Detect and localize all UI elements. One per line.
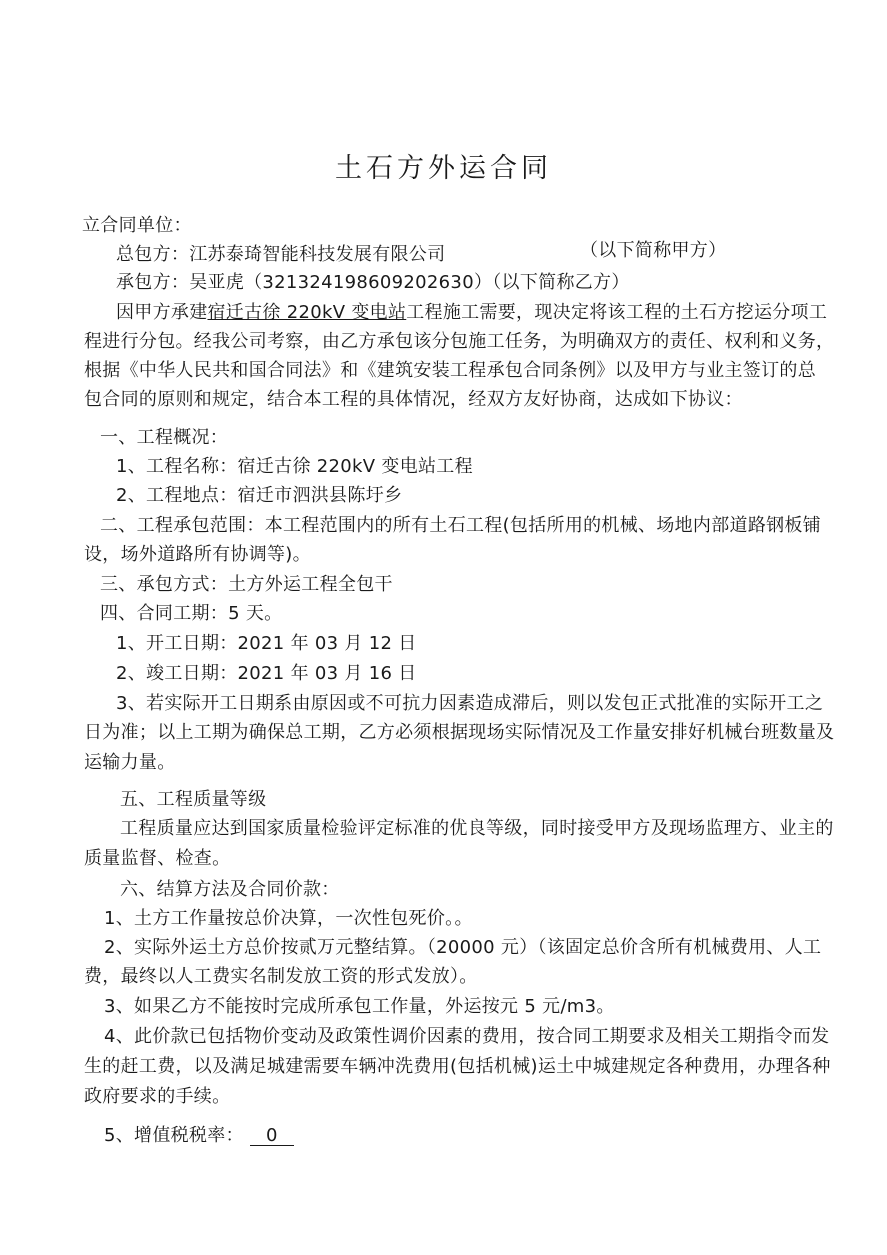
section-4-heading: 四、合同工期：5 天。: [100, 603, 283, 624]
contractor-label: 总包方：: [116, 244, 190, 265]
section-6-item-4-line-1: 4、此价款已包括物价变动及政策性调价因素的费用，按合同工期要求及相关工期指令而发: [104, 1026, 830, 1047]
section-6-item-2-line-1: 2、实际外运土方总价按贰万元整结算。（20000 元）（该固定总价含所有机械费用、人工: [104, 937, 822, 958]
start-date: 1、开工日期：2021 年 03 月 12 日: [116, 633, 417, 654]
intro-text: 工程施工需要，现决定将该工程的土石方挖运分项工: [406, 302, 828, 323]
subcontractor-label: 承包方：: [116, 272, 190, 293]
section-4-para-3-line-2: 日为准；以上工期为确保总工期，乙方必须根据现场实际情况及工作量安排好机械台班数量及: [84, 722, 835, 743]
section-2-line-1: 二、工程承包范围：本工程范围内的所有土石工程(包括所用的机械、场地内部道路钢板铺: [100, 515, 822, 536]
section-6-item-4-line-3: 政府要求的手续。: [84, 1086, 231, 1107]
intro-text: 因甲方承建: [116, 302, 208, 323]
project-name-underlined: 宿迁古徐 220kV 变电站: [207, 302, 407, 323]
contractor-line: [116, 244, 445, 266]
contractor-alias: （以下简称甲方）: [580, 240, 727, 261]
section-6-heading: 六、结算方法及合同价款：: [120, 879, 340, 900]
section-5-line-2: 质量监督、检查。: [84, 848, 231, 869]
end-date: 2、竣工日期：2021 年 03 月 16 日: [116, 663, 417, 684]
document-title: 土石方外运合同: [335, 153, 552, 184]
intro-line-2: 程进行分包。经我公司考察，由乙方承包该分包施工任务，为明确双方的责任、权利和义务，: [84, 331, 835, 352]
subcontractor-name: 吴亚虎（321324198609202630）（以下简称乙方）: [189, 272, 630, 293]
intro-line-3: 根据《中华人民共和国合同法》和《建筑安装工程承包合同条例》以及甲方与业主签订的总: [84, 360, 816, 381]
contractor-name: 江苏泰琦智能科技发展有限公司: [189, 244, 446, 265]
section-6-item-2-line-2: 费，最终以人工费实名制发放工资的形式发放）。: [84, 966, 478, 987]
intro-line-4: 包合同的原则和规定，结合本工程的具体情况，经双方友好协商，达成如下协议：: [84, 389, 743, 410]
vat-rate-value: 0: [250, 1127, 294, 1146]
section-3-text: 三、承包方式：土方外运工程全包干: [100, 574, 393, 595]
section-6-item-3: 3、如果乙方不能按时完成所承包工作量，外运按元 5 元/m3。: [104, 996, 615, 1017]
intro-line-1: [116, 302, 827, 324]
vat-rate-label: 5、增值税税率：: [104, 1125, 244, 1146]
section-2-line-2: 设，场外道路所有协调等)。: [84, 544, 311, 565]
parties-heading: 立合同单位：: [82, 215, 192, 236]
section-1-item-1: 1、工程名称：宿迁古徐 220kV 变电站工程: [116, 456, 473, 477]
section-6-item-1: 1、土方工作量按总价决算，一次性包死价。。: [104, 908, 473, 929]
section-1-heading: 一、工程概况：: [100, 427, 229, 448]
section-4-para-3-line-3: 运输力量。: [84, 752, 176, 773]
section-1-item-2: 2、工程地点：宿迁市泗洪县陈圩乡: [116, 485, 403, 506]
vat-rate-line: [104, 1125, 294, 1147]
section-4-para-3-line-1: 3、若实际开工日期系由原因或不可抗力因素造成滞后，则以发包正式批准的实际开工之: [116, 693, 824, 714]
section-6-item-4-line-2: 生的赶工费，以及满足城建需要车辆冲洗费用(包括机械)运土中城建规定各种费用，办理各种: [84, 1056, 831, 1077]
section-5-heading: 五、工程质量等级: [120, 789, 267, 810]
subcontractor-line: [116, 272, 630, 294]
section-5-line-1: 工程质量应达到国家质量检验评定标准的优良等级，同时接受甲方及现场监理方、业主的: [120, 818, 834, 839]
